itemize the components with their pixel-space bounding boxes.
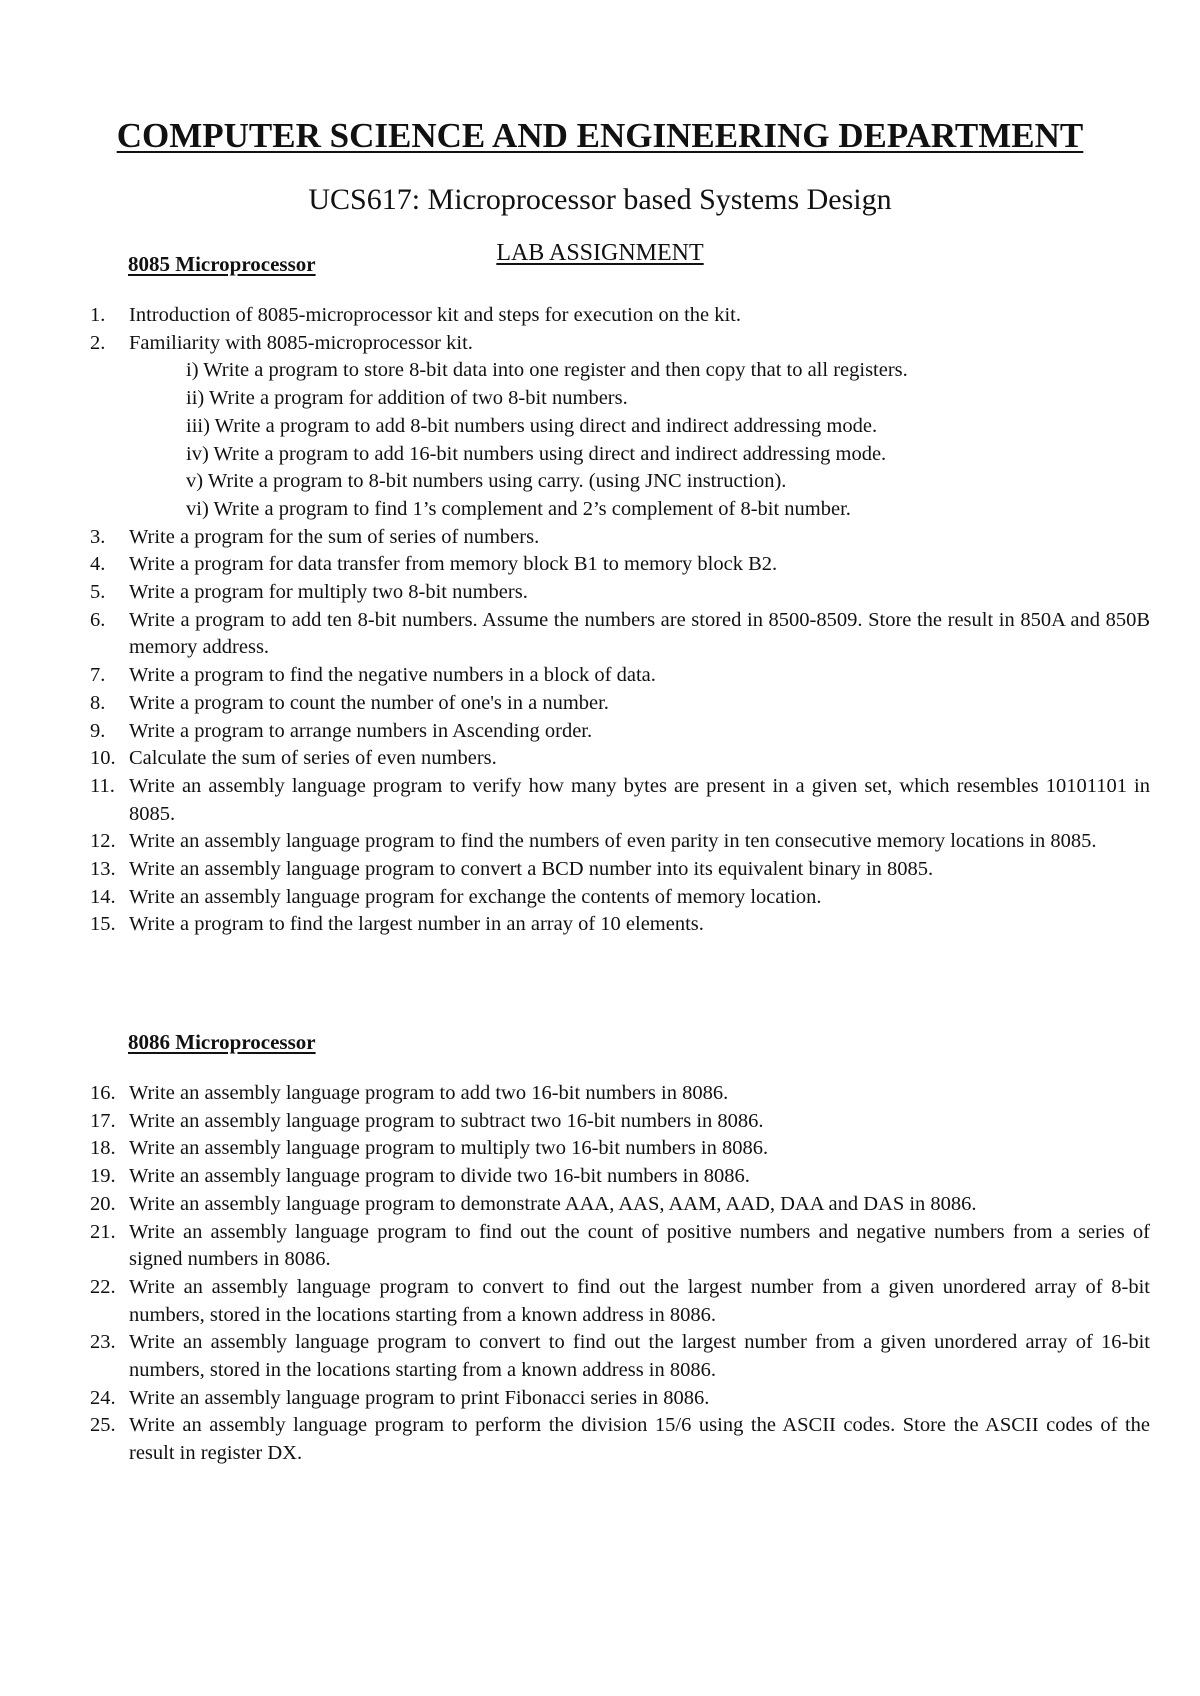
item-number: 12.	[90, 830, 116, 853]
list-item	[90, 773, 1150, 828]
item-number: 1.	[90, 304, 106, 326]
assignment-title: LAB ASSIGNMENT	[496, 240, 704, 266]
list-item	[90, 1108, 1150, 1136]
course-title: UCS617: Microprocessor based Systems Design	[308, 183, 892, 216]
list-item	[90, 330, 1150, 524]
item-text: Write an assembly language program to add two 16-bit numbers in 8086.	[129, 1082, 729, 1104]
item-number: 20.	[90, 1192, 116, 1215]
item-text: Write an assembly language program to verify how many bytes are present in a given set, which resembles 10101101 in 8085.	[129, 774, 1150, 825]
item-number: 24.	[90, 1386, 116, 1409]
item-text: Write a program for multiply two 8-bit numbers.	[129, 581, 528, 604]
item-number: 10.	[90, 747, 116, 770]
list-item	[90, 690, 1150, 718]
list-item	[90, 1329, 1150, 1384]
item-number: 9.	[90, 719, 106, 742]
item-text: Introduction of 8085-microprocessor kit and steps for execution on the kit.	[129, 304, 742, 326]
item-number: 23.	[90, 1331, 116, 1354]
list-item	[90, 884, 1150, 912]
section-heading-8086: 8086 Microprocessor	[128, 1030, 316, 1054]
item-text: Write an assembly language program to find the numbers of even parity in ten consecutive memory locations in 8085.	[129, 830, 1097, 853]
item-text: Write a program to find the largest number in an array of 10 elements.	[129, 913, 704, 936]
sub-list-item: ii) Write a program for addition of two 8-bit numbers.	[186, 387, 628, 410]
item-text: Write an assembly language program to convert to find out the largest number from a given unordered array of 16-bit numbers, stored in the locations starting from a known address in 8086.	[129, 1331, 1150, 1382]
list-item	[90, 662, 1150, 690]
sub-list-item: iii) Write a program to add 8-bit numbers using direct and indirect addressing mode.	[186, 414, 878, 437]
item-text: Write a program for the sum of series of numbers.	[129, 525, 540, 548]
item-number: 6.	[90, 608, 106, 631]
item-number: 4.	[90, 553, 106, 576]
item-text: Write a program to add ten 8-bit numbers. Assume the numbers are stored in 8500-8509. Store the result in 850A and 850B memory address.	[129, 608, 1150, 659]
item-number: 17.	[90, 1109, 116, 1132]
item-number: 16.	[90, 1082, 116, 1104]
item-text: Write an assembly language program to print Fibonacci series in 8086.	[129, 1386, 710, 1409]
item-number: 2.	[90, 331, 106, 354]
list-item	[90, 302, 1150, 330]
sub-list-item: vi) Write a program to find 1’s complement and 2’s complement of 8-bit number.	[186, 497, 851, 520]
sub-list-item: i) Write a program to store 8-bit data into one register and then copy that to all registers.	[186, 359, 908, 382]
list-item	[90, 828, 1150, 856]
item-text: Write an assembly language program to demonstrate AAA, AAS, AAM, AAD, DAA and DAS in 8086.	[129, 1192, 977, 1215]
list-item	[90, 1163, 1150, 1191]
item-number: 7.	[90, 664, 106, 687]
item-number: 5.	[90, 581, 106, 604]
list-item	[90, 1080, 1150, 1108]
item-text: Calculate the sum of series of even numbers.	[129, 747, 497, 770]
item-text: Write a program to find the negative numbers in a block of data.	[129, 664, 656, 687]
list-8086	[90, 1080, 1150, 1468]
list-item	[90, 579, 1150, 607]
list-item	[90, 718, 1150, 746]
list-item	[90, 1385, 1150, 1413]
item-number: 15.	[90, 913, 116, 936]
item-number: 13.	[90, 858, 116, 881]
item-text: Write an assembly language program to divide two 16-bit numbers in 8086.	[129, 1165, 750, 1188]
item-text: Write an assembly language program to convert to find out the largest number from a given unordered array of 8-bit numbers, stored in the locations starting from a known address in 8086.	[129, 1275, 1150, 1326]
item-text: Write a program to count the number of one's in a number.	[129, 691, 609, 714]
item-number: 11.	[90, 774, 115, 797]
list-item	[90, 745, 1150, 773]
item-number: 19.	[90, 1165, 116, 1188]
item-number: 3.	[90, 525, 106, 548]
list-item	[90, 1191, 1150, 1219]
sub-list	[129, 357, 1150, 523]
item-text: Write an assembly language program to multiply two 16-bit numbers in 8086.	[129, 1137, 769, 1160]
list-item	[90, 856, 1150, 884]
sub-list-item: v) Write a program to 8-bit numbers using carry. (using JNC instruction).	[186, 470, 787, 493]
item-number: 8.	[90, 691, 106, 714]
list-item	[90, 911, 1150, 939]
item-number: 18.	[90, 1137, 116, 1160]
item-number: 14.	[90, 885, 116, 908]
sub-list-item: iv) Write a program to add 16-bit numbers using direct and indirect addressing mode.	[186, 442, 887, 465]
list-item	[90, 524, 1150, 552]
item-text: Write an assembly language program to perform the division 15/6 using the ASCII codes. Store the ASCII codes of the result in register DX.	[129, 1414, 1150, 1465]
item-text: Write a program to arrange numbers in Ascending order.	[129, 719, 593, 742]
item-text: Write a program for data transfer from memory block B1 to memory block B2.	[129, 553, 778, 576]
item-text: Write an assembly language program to subtract two 16-bit numbers in 8086.	[129, 1109, 764, 1132]
list-item	[90, 1412, 1150, 1467]
item-text: Write an assembly language program for exchange the contents of memory location.	[129, 885, 822, 908]
department-title: COMPUTER SCIENCE AND ENGINEERING DEPARTMENT	[116, 116, 1084, 155]
list-item	[90, 1274, 1150, 1329]
item-text: Write an assembly language program to find out the count of positive numbers and negative numbers from a series of signed numbers in 8086.	[129, 1220, 1150, 1271]
item-number: 21.	[90, 1220, 116, 1243]
list-item	[90, 607, 1150, 662]
section-heading-8085: 8085 Microprocessor	[128, 252, 316, 276]
list-item	[90, 551, 1150, 579]
item-number: 22.	[90, 1275, 116, 1298]
list-item	[90, 1135, 1150, 1163]
list-8085	[90, 302, 1150, 939]
item-number: 25.	[90, 1414, 116, 1437]
list-item	[90, 1219, 1150, 1274]
item-text: Familiarity with 8085-microprocessor kit.	[129, 331, 473, 354]
item-text: Write an assembly language program to convert a BCD number into its equivalent binary in 8085.	[129, 858, 934, 881]
